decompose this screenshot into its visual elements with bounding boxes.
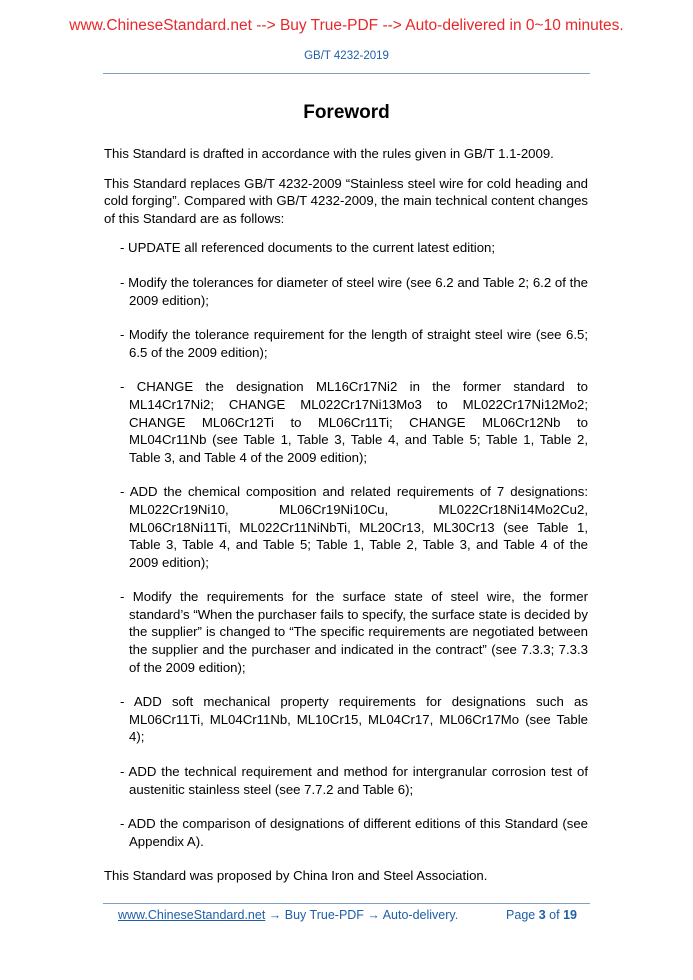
list-item: - UPDATE all referenced documents to the current latest edition; bbox=[120, 240, 496, 256]
page-title: Foreword bbox=[303, 102, 390, 123]
list-item: - Modify the tolerances for diameter of steel wire (see 6.2 and Table 2; 6.2 of the 2009 edition); bbox=[120, 274, 588, 308]
page-total: 19 bbox=[563, 908, 577, 922]
standard-code: GB/T 4232-2019 bbox=[304, 50, 389, 62]
page-label: Page bbox=[506, 908, 536, 922]
list-item: - CHANGE the designation ML16Cr17Ni2 in the former standard to ML14Cr17Ni2; CHANGE ML022Cr17Ni13Mo3 to ML022Cr17Ni12Mo2; CHANGE ML06Cr12Ti to ML06Cr11Ti; CHANGE ML06Cr12Nb to ML04Cr11Nb (see Table 1, Table 3, Table 4, and Table 5; Table 1, Table 2, Table 3, and Table 4 of the 2009 edition); bbox=[120, 379, 588, 465]
list-item: - ADD the chemical composition and related requirements of 7 designations: ML022Cr19Ni10, ML06Cr19Ni10Cu, ML022Cr18Ni14Mo2Cu2, ML06Cr18Ni11Ti, ML022Cr11NiNbTi, ML20Cr13, ML30Cr13 (see Table 1, Table 3, Table 4, and Table 5; Table 1, Table 2, Table 3, and Table 4 of the 2009 edition); bbox=[120, 484, 588, 570]
footer-text: → Buy True-PDF → Auto-delivery. bbox=[265, 908, 459, 922]
header-divider bbox=[103, 73, 590, 74]
list-item: - ADD the technical requirement and method for intergranular corrosion test of austenitic stainless steel (see 7.7.2 and Table 6); bbox=[120, 764, 588, 797]
footer-divider bbox=[103, 903, 590, 904]
of-label: of bbox=[549, 908, 560, 922]
list-item: - Modify the requirements for the surface state of steel wire, the former standard’s “When the purchaser fails to specify, the surface state is decided by the supplier” is changed to “The specific requirements are negotiated between the supplier and the purchaser and indicated in the contract” (see 7.3.3; 7.3.3 of the 2009 edition); bbox=[120, 589, 588, 675]
page-indicator bbox=[506, 908, 577, 922]
list-item: - Modify the tolerance requirement for the length of straight steel wire (see 6.5; 6.5 of the 2009 edition); bbox=[120, 327, 588, 360]
top-banner[interactable]: www.ChineseStandard.net --> Buy True-PDF --> Auto-delivered in 0~10 minutes. bbox=[69, 17, 624, 34]
list-item: - ADD the comparison of designations of different editions of this Standard (see Appendix A). bbox=[120, 816, 588, 849]
list-item: - ADD soft mechanical property requirements for designations such as ML06Cr11Ti, ML04Cr11Nb, ML10Cr15, ML04Cr17, ML06Cr17Mo (see Table 4); bbox=[120, 694, 588, 745]
changes-list bbox=[104, 239, 588, 850]
footer bbox=[103, 908, 590, 922]
footer-link[interactable]: www.ChineseStandard.net bbox=[118, 908, 266, 922]
page-number: 3 bbox=[538, 908, 546, 922]
intro-paragraph-1: This Standard is drafted in accordance with the rules given in GB/T 1.1-2009. bbox=[104, 146, 554, 161]
intro-paragraph-2: This Standard replaces GB/T 4232-2009 “Stainless steel wire for cold heading and cold forging”. Compared with GB/T 4232-2009, the main technical content changes of this Standard are as follows: bbox=[104, 175, 588, 226]
closing-paragraph: This Standard was proposed by China Iron and Steel Association. bbox=[104, 868, 488, 884]
foreword-body bbox=[104, 145, 588, 897]
